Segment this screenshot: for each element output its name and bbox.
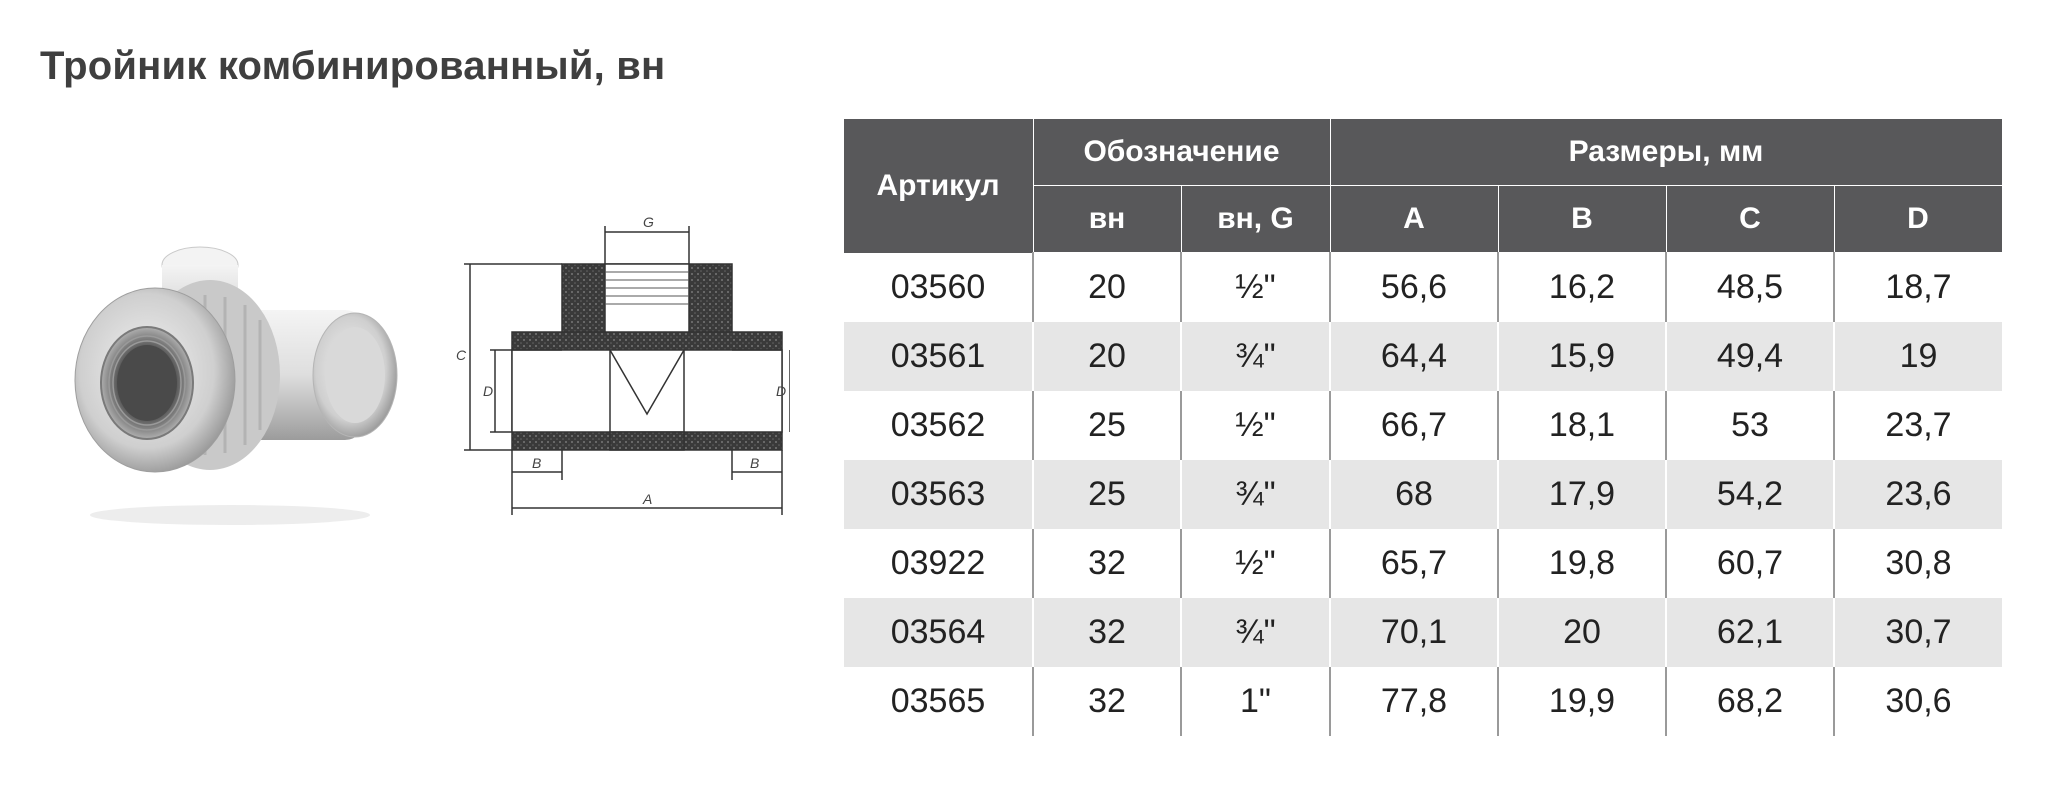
header-designation: Обозначение [1033,119,1330,186]
cell-c: 68,2 [1666,667,1834,736]
dim-b-right-label: B [750,455,760,471]
cell-d: 30,7 [1834,598,2002,667]
cell-vn: 25 [1033,391,1181,460]
cell-b: 17,9 [1498,460,1666,529]
table-row [843,598,2002,667]
dim-b-left-label: B [532,455,542,471]
spec-table [842,118,2003,736]
cell-vn: 32 [1033,667,1181,736]
cell-d: 19 [1834,322,2002,391]
cell-b: 18,1 [1498,391,1666,460]
table-row [843,322,2002,391]
header-sizes: Размеры, мм [1330,119,2002,186]
table-row [843,529,2002,598]
cell-article: 03565 [843,667,1033,736]
cell-a: 64,4 [1330,322,1498,391]
cell-vn-g: ½" [1181,529,1330,598]
cell-c: 48,5 [1666,253,1834,323]
cell-d: 30,8 [1834,529,2002,598]
cell-c: 54,2 [1666,460,1834,529]
tee-fitting-photo [55,235,405,535]
cell-vn: 20 [1033,253,1181,323]
cell-vn-g: ¾" [1181,598,1330,667]
cell-a: 66,7 [1330,391,1498,460]
table-row [843,460,2002,529]
cell-a: 68 [1330,460,1498,529]
cell-d: 23,6 [1834,460,2002,529]
cell-article: 03560 [843,253,1033,323]
cell-c: 53 [1666,391,1834,460]
header-vn-g: вн, G [1181,186,1330,253]
dim-d-left-label: D [483,383,494,399]
table-row [843,391,2002,460]
header-b: B [1498,186,1666,253]
cell-b: 16,2 [1498,253,1666,323]
cell-b: 19,8 [1498,529,1666,598]
cell-c: 49,4 [1666,322,1834,391]
dim-d-right-label: D [776,383,787,399]
tee-technical-drawing [450,200,790,530]
cell-article: 03922 [843,529,1033,598]
page-title: Тройник комбинированный, вн [40,44,666,88]
dim-a-label: A [643,491,653,507]
header-c: C [1666,186,1834,253]
cell-vn-g: 1" [1181,667,1330,736]
cell-vn: 32 [1033,598,1181,667]
cell-d: 23,7 [1834,391,2002,460]
cell-vn: 25 [1033,460,1181,529]
cell-d: 18,7 [1834,253,2002,323]
cell-vn: 20 [1033,322,1181,391]
header-vn: вн [1033,186,1181,253]
cell-b: 19,9 [1498,667,1666,736]
header-d: D [1834,186,2002,253]
cell-c: 60,7 [1666,529,1834,598]
cell-b: 15,9 [1498,322,1666,391]
cell-a: 56,6 [1330,253,1498,323]
dim-c-label: C [456,347,467,363]
cell-vn-g: ¾" [1181,322,1330,391]
dim-g-label: G [643,214,654,230]
cell-a: 70,1 [1330,598,1498,667]
cell-d: 30,6 [1834,667,2002,736]
cell-vn-g: ½" [1181,391,1330,460]
cell-a: 77,8 [1330,667,1498,736]
cell-article: 03563 [843,460,1033,529]
cell-article: 03561 [843,322,1033,391]
cell-vn-g: ½" [1181,253,1330,323]
cell-b: 20 [1498,598,1666,667]
cell-vn: 32 [1033,529,1181,598]
table-row [843,667,2002,736]
cell-vn-g: ¾" [1181,460,1330,529]
header-a: A [1330,186,1498,253]
header-article: Артикул [843,119,1033,253]
cell-article: 03562 [843,391,1033,460]
cell-article: 03564 [843,598,1033,667]
cell-a: 65,7 [1330,529,1498,598]
cell-c: 62,1 [1666,598,1834,667]
table-row [843,253,2002,323]
